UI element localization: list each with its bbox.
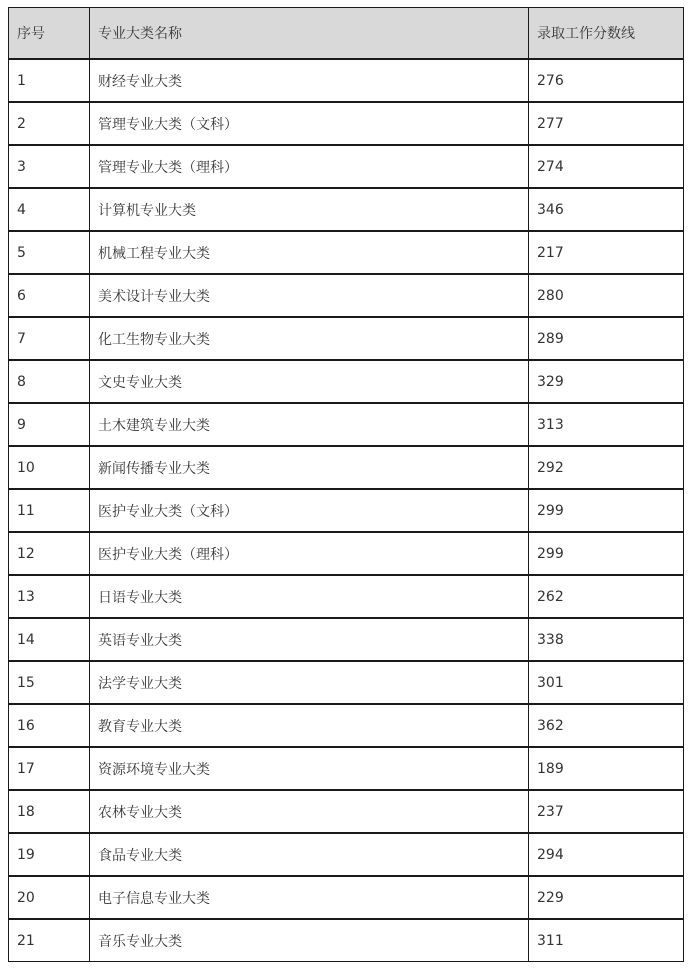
- table-row: [9, 704, 684, 747]
- cell-cutoff-score: 289: [529, 317, 684, 360]
- cell-major-category: 音乐专业大类: [90, 919, 529, 962]
- cell-index: 13: [9, 575, 90, 618]
- cell-cutoff-score: 299: [529, 532, 684, 575]
- cell-cutoff-score: 346: [529, 188, 684, 231]
- cell-index: 8: [9, 360, 90, 403]
- cell-index: 5: [9, 231, 90, 274]
- table-row: [9, 532, 684, 575]
- cell-index: 20: [9, 876, 90, 919]
- cell-major-category: 法学专业大类: [90, 661, 529, 704]
- table-row: [9, 102, 684, 145]
- cell-cutoff-score: 276: [529, 59, 684, 102]
- table-row: [9, 575, 684, 618]
- table-row: [9, 145, 684, 188]
- cell-index: 1: [9, 59, 90, 102]
- cell-cutoff-score: 280: [529, 274, 684, 317]
- cell-cutoff-score: 292: [529, 446, 684, 489]
- table-row: [9, 231, 684, 274]
- table-row: [9, 661, 684, 704]
- cell-index: 12: [9, 532, 90, 575]
- cell-cutoff-score: 311: [529, 919, 684, 962]
- table-row: [9, 790, 684, 833]
- table-row: [9, 188, 684, 231]
- cell-cutoff-score: 301: [529, 661, 684, 704]
- cell-cutoff-score: 217: [529, 231, 684, 274]
- table-row: [9, 747, 684, 790]
- cell-cutoff-score: 329: [529, 360, 684, 403]
- cell-cutoff-score: 313: [529, 403, 684, 446]
- table-header-row: [9, 8, 684, 60]
- table-row: [9, 919, 684, 962]
- cell-major-category: 机械工程专业大类: [90, 231, 529, 274]
- table-row: [9, 833, 684, 876]
- cell-index: 3: [9, 145, 90, 188]
- table-row: [9, 317, 684, 360]
- cell-major-category: 管理专业大类（文科）: [90, 102, 529, 145]
- cell-major-category: 计算机专业大类: [90, 188, 529, 231]
- cell-cutoff-score: 362: [529, 704, 684, 747]
- cell-major-category: 日语专业大类: [90, 575, 529, 618]
- cell-major-category: 英语专业大类: [90, 618, 529, 661]
- table-row: [9, 446, 684, 489]
- cell-index: 14: [9, 618, 90, 661]
- table-row: [9, 403, 684, 446]
- table-body: [9, 59, 684, 962]
- cell-major-category: 医护专业大类（理科）: [90, 532, 529, 575]
- cell-cutoff-score: 189: [529, 747, 684, 790]
- score-table: [8, 7, 684, 962]
- table-row: [9, 876, 684, 919]
- table-row: [9, 274, 684, 317]
- cell-major-category: 土木建筑专业大类: [90, 403, 529, 446]
- cell-index: 19: [9, 833, 90, 876]
- cell-index: 6: [9, 274, 90, 317]
- cell-major-category: 财经专业大类: [90, 59, 529, 102]
- cell-major-category: 美术设计专业大类: [90, 274, 529, 317]
- cell-cutoff-score: 229: [529, 876, 684, 919]
- cell-major-category: 资源环境专业大类: [90, 747, 529, 790]
- cell-cutoff-score: 274: [529, 145, 684, 188]
- table-row: [9, 618, 684, 661]
- cell-index: 15: [9, 661, 90, 704]
- header-major-category: 专业大类名称: [90, 8, 529, 60]
- cell-index: 10: [9, 446, 90, 489]
- cell-major-category: 电子信息专业大类: [90, 876, 529, 919]
- cell-index: 16: [9, 704, 90, 747]
- cell-cutoff-score: 262: [529, 575, 684, 618]
- cell-major-category: 农林专业大类: [90, 790, 529, 833]
- cell-major-category: 食品专业大类: [90, 833, 529, 876]
- cell-major-category: 化工生物专业大类: [90, 317, 529, 360]
- table-row: [9, 59, 684, 102]
- cell-major-category: 教育专业大类: [90, 704, 529, 747]
- cell-index: 9: [9, 403, 90, 446]
- cell-index: 2: [9, 102, 90, 145]
- cell-major-category: 医护专业大类（文科）: [90, 489, 529, 532]
- cell-index: 17: [9, 747, 90, 790]
- header-cutoff-score: 录取工作分数线: [529, 8, 684, 60]
- cell-index: 7: [9, 317, 90, 360]
- cell-major-category: 管理专业大类（理科）: [90, 145, 529, 188]
- cell-cutoff-score: 294: [529, 833, 684, 876]
- cell-cutoff-score: 237: [529, 790, 684, 833]
- cell-cutoff-score: 277: [529, 102, 684, 145]
- cell-index: 11: [9, 489, 90, 532]
- table-row: [9, 489, 684, 532]
- cell-major-category: 文史专业大类: [90, 360, 529, 403]
- cell-major-category: 新闻传播专业大类: [90, 446, 529, 489]
- cell-index: 4: [9, 188, 90, 231]
- cell-cutoff-score: 299: [529, 489, 684, 532]
- cell-cutoff-score: 338: [529, 618, 684, 661]
- cell-index: 21: [9, 919, 90, 962]
- table-row: [9, 360, 684, 403]
- score-table-container: [8, 7, 683, 962]
- cell-index: 18: [9, 790, 90, 833]
- header-index: 序号: [9, 8, 90, 60]
